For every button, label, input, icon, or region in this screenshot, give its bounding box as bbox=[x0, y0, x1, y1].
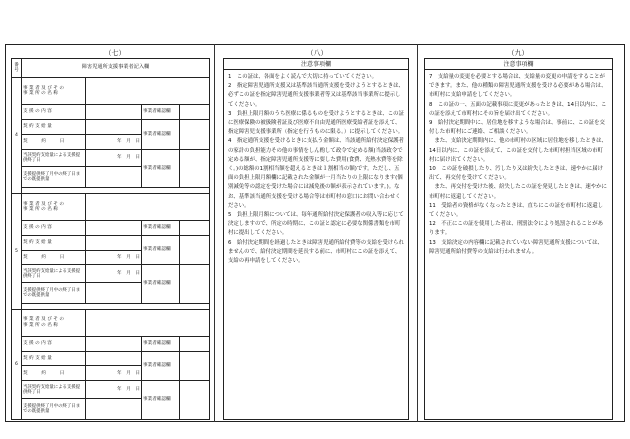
note-item: 9 給付決定期間中に、居住地を移すような場合は、事前に、この証を交付した市町村にご連絡、ご相談ください。 bbox=[429, 120, 605, 136]
provider-name-value[interactable] bbox=[86, 194, 210, 221]
confirm-label: 事業者確認欄 bbox=[142, 220, 180, 235]
provided-amount-label: 支援提供終了月中の終了日までの既提供量 bbox=[22, 167, 86, 188]
support-content-value[interactable] bbox=[86, 105, 142, 120]
contract-amount-label: 契 約 支 給 量 bbox=[22, 119, 86, 134]
group-number: 6 bbox=[12, 309, 22, 419]
provider-name-label: 事 業 者 及 び そ の 事 業 所 の 名 称 bbox=[22, 309, 86, 336]
panel-header-8: （八） bbox=[306, 49, 328, 57]
end-date-value[interactable]: 年 月 日 bbox=[86, 149, 142, 167]
notes-title-9: 注意事項欄 bbox=[424, 58, 613, 70]
provider-entry-table bbox=[11, 58, 210, 420]
support-content-value[interactable] bbox=[86, 220, 142, 235]
end-date-label: 当該契約支給量による支援提供終了日 bbox=[22, 265, 86, 283]
provider-name-label: 事 業 者 及 び そ の 事 業 所 の 名 称 bbox=[22, 78, 86, 105]
confirm-value[interactable] bbox=[180, 105, 210, 120]
panel-divider-right bbox=[417, 44, 418, 422]
confirm-label: 事業者確認欄 bbox=[142, 381, 180, 420]
panel-divider-left bbox=[214, 44, 215, 422]
provider-name-value[interactable] bbox=[86, 78, 210, 105]
number-header: 番号 bbox=[12, 59, 22, 78]
contract-date-label: 契 約 日 bbox=[22, 134, 86, 149]
contract-date-value[interactable]: 年 月 日 bbox=[86, 250, 142, 265]
note-item: 8 この証の一、五面の記載事項に変更があったときは、14日以内に、この証を添えて市町村にその旨を届け出てください。 bbox=[429, 101, 607, 117]
note-item: 3 負担上限月額のうち医療に係るものを受けようとするときは、この証に医療保険の被扱険者証及び医療不自由児通所医療受給者証を添えて、指定障害児支援事業所（指定を行うものに限る。）に提示してください。 bbox=[228, 110, 404, 136]
note-item: 10 この証を破損したり、汚したり又は紛失したときは、速やかに届け出て、再交付を受けてください。 bbox=[429, 166, 603, 182]
confirm-value[interactable] bbox=[180, 351, 210, 381]
provided-amount-value[interactable] bbox=[86, 283, 142, 304]
provided-amount-value[interactable] bbox=[86, 167, 142, 188]
note-item: 1 この証は、各面をよく読んで大切に持っていてください。 bbox=[228, 74, 377, 80]
panel-header-7: （七） bbox=[104, 49, 126, 57]
end-date-label: 当該契約支給量による支援提供終了日 bbox=[22, 381, 86, 399]
note-item: また、支給決定期間内に、他の市町村の区域に居住地を移したときは、14日以内に、この証を添えて、この証を交付した市町村担当区域の市町村に届け出てください。 bbox=[429, 138, 607, 163]
contract-date-value[interactable]: 年 月 日 bbox=[86, 134, 142, 149]
table-title: 障害児通所支援事業者記入欄 bbox=[22, 59, 210, 78]
end-date-label: 当該契約支給量による支援提供終了日 bbox=[22, 149, 86, 167]
confirm-label: 事業者確認欄 bbox=[142, 105, 180, 120]
confirm-value[interactable] bbox=[180, 235, 210, 265]
note-item: 2 指定障害児通所支援又は基準該当通所支援を受けようとするときは、必ずこの証を指定障害児通所支援事業者等又は基準該当事業所に提示してください。 bbox=[228, 83, 404, 108]
contract-amount-value[interactable] bbox=[86, 235, 142, 250]
note-item: また、再交付を受けた後、紛失したこの証を発見したときは、速やかに市町村に返還してください。 bbox=[429, 184, 607, 200]
confirm-label: 事業者確認欄 bbox=[142, 336, 180, 351]
note-item: 4 指定通所支援を受けるときに支払う金額は、当該通所給付決定保護者の家計の負担能力その他の事情をしん酌して政令で定める額(当該政令で定める額が、指定障害児通所支援等に要した費用(食費、光熱水費等を除く。)の総額の1割相当額を超えるときは１割相当の額)です。ただし、五面の負担上限月額欄に記載された金額が一月当たりの上限になります(個別減免等の認定を受けた場合には減免後の額が表示されています。)。なお、基準該当通所支援を受ける場合等は市町村の窓口にお問い合わせください。 bbox=[228, 138, 404, 209]
support-content-label: 支 援 の 内 容 bbox=[22, 220, 86, 235]
contract-amount-label: 契 約 支 給 量 bbox=[22, 351, 86, 366]
confirm-label: 事業者確認欄 bbox=[142, 119, 180, 149]
contract-date-label: 契 約 日 bbox=[22, 250, 86, 265]
support-content-value[interactable] bbox=[86, 336, 142, 351]
contract-date-label: 契 約 日 bbox=[22, 366, 86, 381]
confirm-value[interactable] bbox=[180, 119, 210, 149]
end-date-value[interactable]: 年 月 日 bbox=[86, 265, 142, 283]
note-item: 13 支給決定の内容欄に記載されていない障害児通所支援については、障害児通所給付費等の支給は行われません。 bbox=[429, 239, 603, 255]
contract-amount-label: 契 約 支 給 量 bbox=[22, 235, 86, 250]
confirm-label: 事業者確認欄 bbox=[142, 149, 180, 188]
provider-name-label: 事 業 者 及 び そ の 事 業 所 の 名 称 bbox=[22, 194, 86, 221]
panel-header-9: （九） bbox=[507, 49, 529, 57]
provided-amount-label: 支援提供終了月中の終了日までの既提供量 bbox=[22, 399, 86, 420]
group-number: 5 bbox=[12, 194, 22, 310]
confirm-value[interactable] bbox=[180, 220, 210, 235]
support-content-label: 支 援 の 内 容 bbox=[22, 105, 86, 120]
confirm-label: 事業者確認欄 bbox=[142, 351, 180, 381]
end-date-value[interactable]: 年 月 日 bbox=[86, 381, 142, 399]
contract-amount-value[interactable] bbox=[86, 351, 142, 366]
note-item: 7 支給量の変更を必要とする場合は、支給量の変更の申請をすることができます。また、他の種類の障害児通所支援を受ける必要がある場合は、市町村に支給申請をしてください。 bbox=[429, 74, 607, 99]
confirm-value[interactable] bbox=[180, 265, 210, 304]
note-item: 11 受給者の資格がなくなったときは、直ちにこの証を市町村に返還してください。 bbox=[429, 202, 603, 219]
confirm-value[interactable] bbox=[180, 336, 210, 351]
note-item: 5 負担上限月額については、毎年通所給付決定保護者の収入等に応じて決定しますので、所定の時期に、この証と認定に必要な関係書類を市町村に提出してください。 bbox=[228, 212, 404, 237]
confirm-label: 事業者確認欄 bbox=[142, 235, 180, 265]
notes-body-8 bbox=[223, 70, 409, 420]
contract-amount-value[interactable] bbox=[86, 119, 142, 134]
confirm-label: 事業者確認欄 bbox=[142, 265, 180, 304]
notes-body-9 bbox=[424, 70, 613, 420]
note-item: 12 不正にこの証を使用した者は、刑罰法令により処罰されることがあります。 bbox=[429, 221, 603, 237]
notes-title-8: 注意事項欄 bbox=[223, 58, 409, 70]
contract-date-value[interactable]: 年 月 日 bbox=[86, 366, 142, 381]
provider-name-value[interactable] bbox=[86, 309, 210, 336]
confirm-value[interactable] bbox=[180, 381, 210, 420]
provided-amount-label: 支援提供終了月中の終了日までの既提供量 bbox=[22, 283, 86, 304]
provided-amount-value[interactable] bbox=[86, 399, 142, 420]
confirm-value[interactable] bbox=[180, 149, 210, 188]
group-number: 4 bbox=[12, 78, 22, 194]
note-item: 6 給付決定期間を経過したときは障害児通所給付費等の支給を受けられませんので、給付決定期間を延長する前に、市町村にこの証を添えて、支給の再申請をしてください。 bbox=[228, 239, 404, 265]
support-content-label: 支 援 の 内 容 bbox=[22, 336, 86, 351]
